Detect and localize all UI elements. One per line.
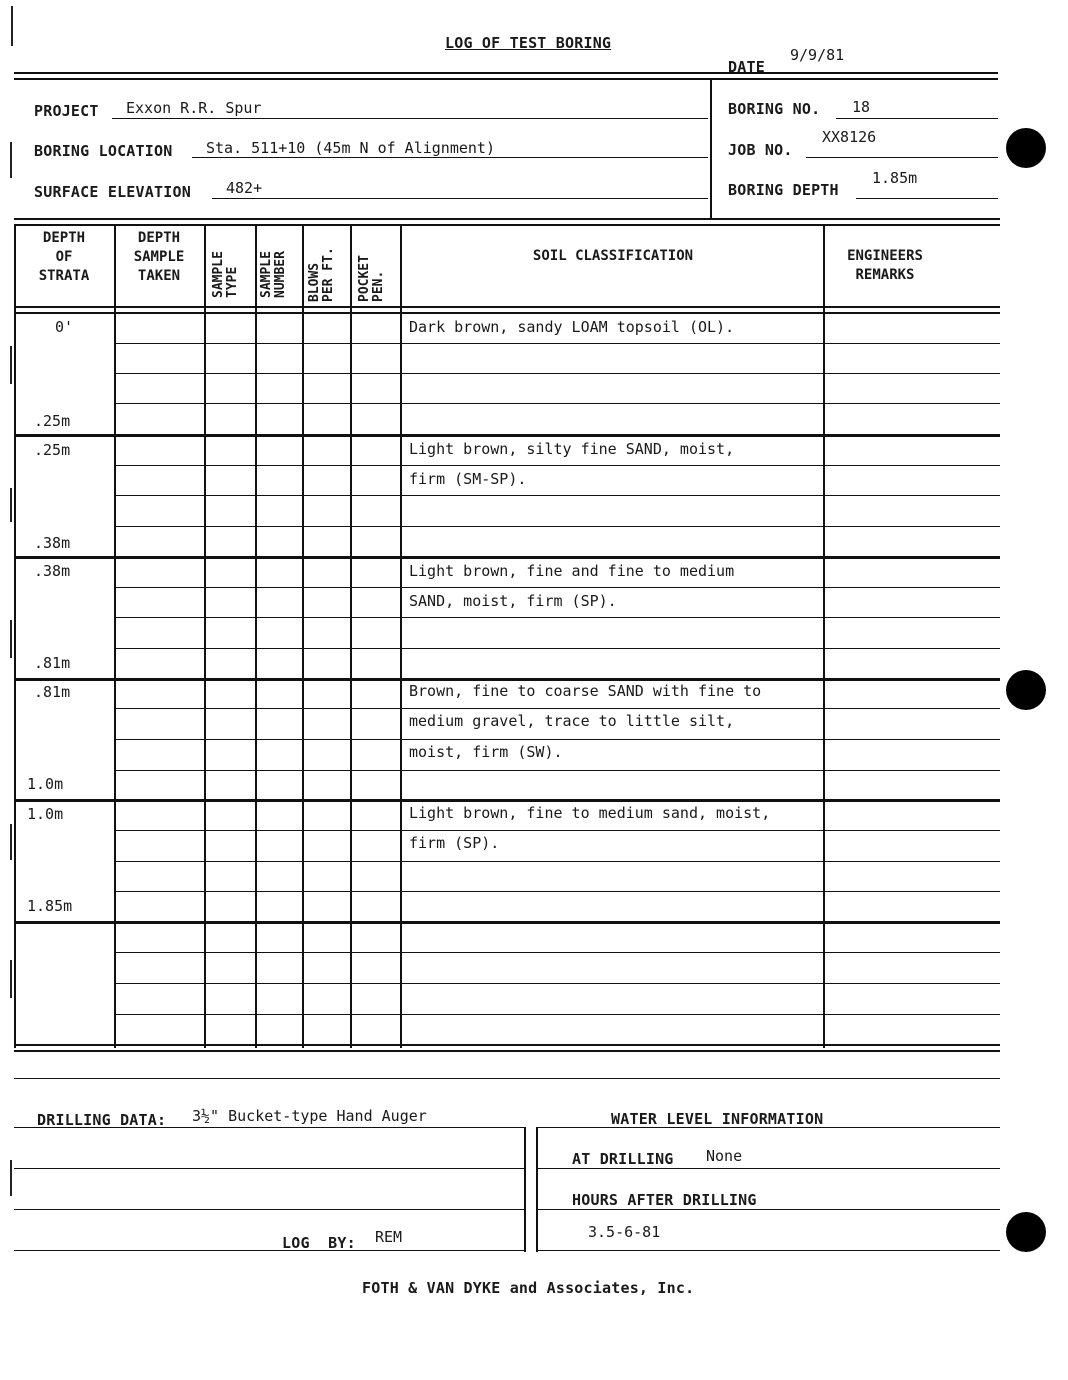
drilling-data-value: 3½" Bucket-type Hand Auger <box>192 1107 427 1125</box>
boring-location-label: BORING LOCATION <box>34 142 173 160</box>
col-sample-type: SAMPLE TYPE <box>211 251 240 298</box>
surface-elevation-label: SURFACE ELEVATION <box>34 183 191 201</box>
soil-description-line: firm (SM-SP). <box>409 470 527 488</box>
job-no-value: XX8126 <box>822 128 877 146</box>
grid-row-line <box>114 648 1000 649</box>
log-by-label: LOG BY: <box>282 1234 356 1252</box>
strata-top: 1.0m <box>27 805 64 823</box>
soil-description-line: Light brown, silty fine SAND, moist, <box>409 440 735 458</box>
strata-boundary-line <box>14 556 1000 559</box>
at-drilling-value: None <box>706 1147 743 1165</box>
grid-row-line <box>114 861 1000 862</box>
soil-description-line: Light brown, fine to medium sand, moist, <box>409 804 771 822</box>
log-by-value: REM <box>375 1228 403 1246</box>
company-footer: FOTH & VAN DYKE and Associates, Inc. <box>362 1279 695 1297</box>
project-value: Exxon R.R. Spur <box>126 99 262 117</box>
col-sample-number: SAMPLE NUMBER <box>259 251 288 298</box>
boring-depth-label: BORING DEPTH <box>728 181 839 199</box>
col-soil-classification: SOIL CLASSIFICATION <box>532 248 694 264</box>
strata-top: .25m <box>34 441 71 459</box>
strata-bottom: .81m <box>34 654 71 672</box>
soil-description-line: Brown, fine to coarse SAND with fine to <box>409 682 762 700</box>
grid-row-line <box>114 952 1000 953</box>
punch-hole <box>1006 128 1046 168</box>
project-label: PROJECT <box>34 102 99 120</box>
grid-row-line <box>114 1014 1000 1015</box>
punch-hole <box>1006 1212 1046 1252</box>
job-no-label: JOB NO. <box>728 141 793 159</box>
boring-no-label: BORING NO. <box>728 100 821 118</box>
strata-top: 0' <box>55 318 74 336</box>
strata-bottom: .38m <box>34 534 71 552</box>
soil-description-line: medium gravel, trace to little silt, <box>409 712 735 730</box>
strata-boundary-line <box>14 921 1000 924</box>
grid-row-line <box>114 403 1000 404</box>
grid-row-line <box>114 495 1000 496</box>
at-drilling-label: AT DRILLING <box>572 1150 674 1168</box>
hours-after-drilling-value: 3.5-6-81 <box>588 1223 661 1241</box>
col-depth-of-strata: DEPTH OF STRATA <box>38 230 90 284</box>
soil-description-line: Dark brown, sandy LOAM topsoil (OL). <box>409 318 735 336</box>
strata-bottom: 1.85m <box>27 897 73 915</box>
drilling-data-label: DRILLING DATA: <box>37 1111 167 1129</box>
date-label: DATE <box>728 58 765 76</box>
col-pocket-pen: POCKET PEN. <box>357 255 386 302</box>
strata-top: .81m <box>34 683 71 701</box>
surface-elevation-value: 482+ <box>226 179 263 197</box>
soil-description-line: SAND, moist, firm (SP). <box>409 592 617 610</box>
soil-description-line: moist, firm (SW). <box>409 743 563 761</box>
grid-row-line <box>114 983 1000 984</box>
grid-row-line <box>114 343 1000 344</box>
strata-boundary-line <box>14 799 1000 802</box>
grid-row-line <box>114 526 1000 527</box>
hours-after-drilling-label: HOURS AFTER DRILLING <box>572 1191 757 1209</box>
punch-hole <box>1006 670 1046 710</box>
boring-no-value: 18 <box>852 98 871 116</box>
strata-bottom: .25m <box>34 412 71 430</box>
grid-row-line <box>114 465 1000 466</box>
grid-row-line <box>114 587 1000 588</box>
strata-bottom: 1.0m <box>27 775 64 793</box>
grid-row-line <box>114 891 1000 892</box>
date-value: 9/9/81 <box>790 46 845 64</box>
strata-top: .38m <box>34 562 71 580</box>
col-engineers-remarks: ENGINEERS REMARKS <box>847 248 923 283</box>
grid-row-line <box>114 830 1000 831</box>
grid-row-line <box>114 617 1000 618</box>
grid-row-line <box>114 739 1000 740</box>
form-title: LOG OF TEST BORING <box>445 34 612 52</box>
water-level-title: WATER LEVEL INFORMATION <box>611 1110 824 1128</box>
col-blows-per-ft: BLOWS PER FT. <box>307 247 336 302</box>
grid-row-line <box>114 770 1000 771</box>
strata-boundary-line <box>14 678 1000 681</box>
boring-depth-value: 1.85m <box>872 169 918 187</box>
col-depth-sample-taken: DEPTH SAMPLE TAKEN <box>133 230 185 284</box>
boring-location-value: Sta. 511+10 (45m N of Alignment) <box>206 139 495 157</box>
grid-row-line <box>114 373 1000 374</box>
strata-boundary-line <box>14 434 1000 437</box>
grid-row-line <box>114 708 1000 709</box>
soil-description-line: firm (SP). <box>409 834 500 852</box>
soil-description-line: Light brown, fine and fine to medium <box>409 562 735 580</box>
